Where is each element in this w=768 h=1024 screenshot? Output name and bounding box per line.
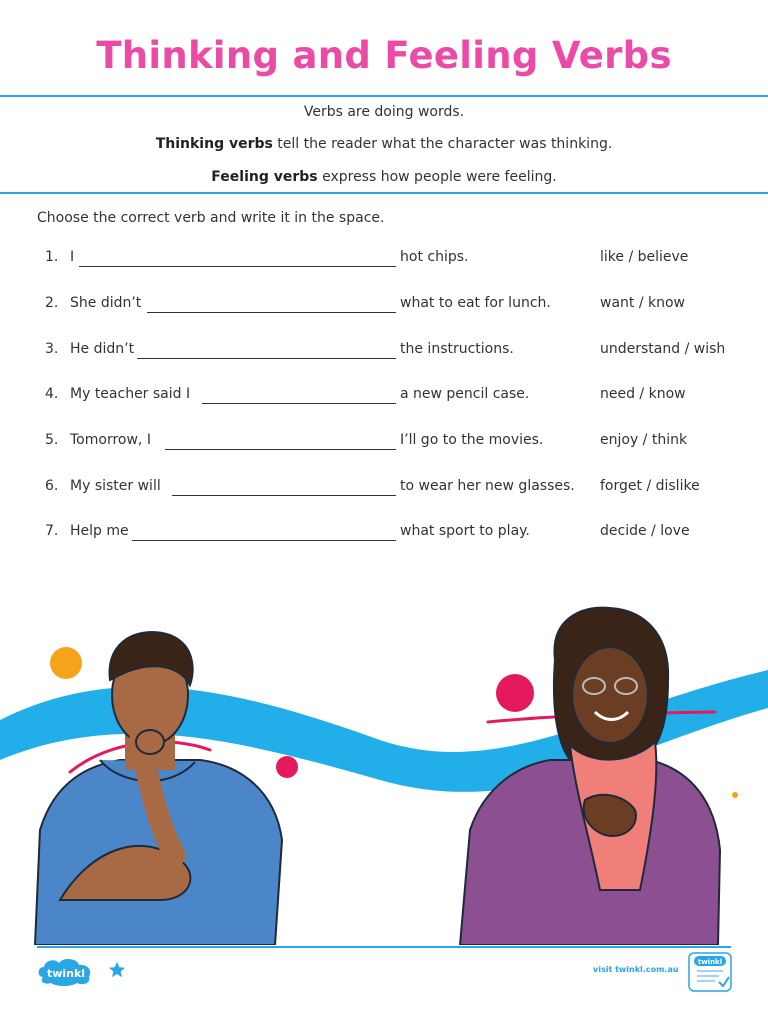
answer-blank[interactable]	[202, 403, 396, 404]
question-rest: a new pencil case.	[400, 386, 530, 402]
logo-text: twinkl	[46, 967, 86, 980]
verb-options: enjoy / think	[600, 432, 688, 448]
visit-link[interactable]: visit twinkl.com.au	[593, 965, 679, 974]
badge-text: twinkl	[697, 958, 723, 966]
question-rest: to wear her new glasses.	[400, 478, 575, 494]
question-row	[0, 341, 768, 363]
magenta-dot-decoration	[496, 674, 534, 712]
question-rest: I’ll go to the movies.	[400, 432, 544, 448]
verb-options: want / know	[600, 295, 686, 311]
question-row	[0, 386, 768, 408]
orange-dot-decoration	[732, 792, 738, 798]
question-rest: hot chips.	[400, 249, 469, 265]
verb-options: forget / dislike	[600, 478, 700, 494]
question-rest: the instructions.	[400, 341, 514, 357]
question-stem: Tomorrow, I	[70, 432, 151, 448]
answer-blank[interactable]	[137, 358, 396, 359]
orange-dot-decoration	[50, 647, 82, 679]
answer-blank[interactable]	[79, 266, 396, 267]
page-title: Thinking and Feeling Verbs	[96, 34, 672, 77]
verb-options: need / know	[600, 386, 686, 402]
footer-rule	[37, 946, 731, 948]
intro-bold-thinking: Thinking verbs	[155, 136, 273, 152]
answer-blank[interactable]	[132, 540, 396, 541]
question-number: 1.	[45, 249, 59, 265]
answer-blank[interactable]	[165, 449, 396, 450]
question-stem: She didn’t	[70, 295, 142, 311]
question-row	[0, 432, 768, 454]
answer-blank[interactable]	[172, 495, 396, 496]
question-stem: I	[70, 249, 75, 265]
verb-options: understand / wish	[600, 341, 726, 357]
intro-line-2	[0, 136, 768, 152]
intro-line-1: Verbs are doing words.	[303, 104, 465, 120]
verb-options: decide / love	[600, 523, 690, 539]
verb-options: like / believe	[600, 249, 689, 265]
question-stem: My teacher said I	[70, 386, 191, 402]
thinking-man-illustration	[35, 632, 282, 945]
intro-bold-feeling: Feeling verbs	[211, 169, 318, 185]
question-stem: Help me	[70, 523, 129, 539]
question-stem: My sister will	[70, 478, 161, 494]
star-icon	[108, 961, 126, 979]
quality-badge-icon	[688, 952, 732, 992]
instruction-text: Choose the correct verb and write it in the space.	[37, 210, 385, 226]
question-number: 7.	[45, 523, 59, 539]
question-rest: what sport to play.	[400, 523, 530, 539]
question-number: 3.	[45, 341, 59, 357]
question-row	[0, 478, 768, 500]
magenta-dot-decoration	[276, 756, 298, 778]
illustration-scene	[0, 600, 768, 945]
question-rest: what to eat for lunch.	[400, 295, 551, 311]
header-rule-bottom	[0, 192, 768, 194]
question-number: 5.	[45, 432, 59, 448]
intro-line-3	[0, 169, 768, 185]
answer-blank[interactable]	[147, 312, 396, 313]
intro-rest-thinking: tell the reader what the character was thinking.	[272, 136, 613, 152]
question-stem: He didn’t	[70, 341, 135, 357]
header-rule-top	[0, 95, 768, 97]
question-row	[0, 295, 768, 317]
question-number: 6.	[45, 478, 59, 494]
question-number: 4.	[45, 386, 59, 402]
question-number: 2.	[45, 295, 59, 311]
question-row	[0, 523, 768, 545]
twinkl-logo-icon[interactable]	[37, 955, 95, 987]
question-row	[0, 249, 768, 271]
intro-rest-feeling: express how people were feeling.	[317, 169, 557, 185]
